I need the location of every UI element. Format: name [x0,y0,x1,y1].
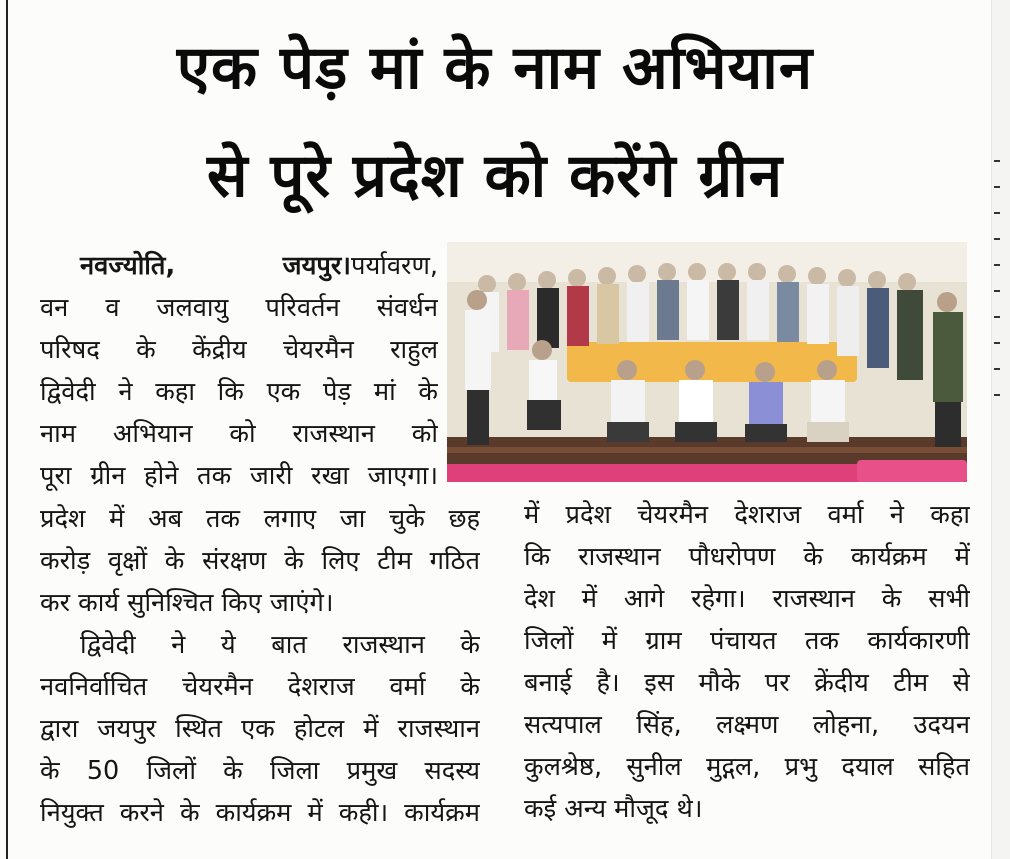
edge-mark [994,368,1000,370]
article-line: कई अन्य मौजूद थे। [524,794,703,824]
article-line: देश में आगे रहेगा। राजस्थान के सभी [524,584,970,614]
headline-line-2: से पूरे प्रदेश को करेंगे ग्रीन [206,141,784,211]
edge-mark [994,342,1000,344]
article-left-top [40,245,438,497]
edge-mark [994,186,1000,188]
group-photo-illustration [447,242,967,482]
article-line: कर कार्य सुनिश्चित किए जाएंगे। [40,588,334,618]
edge-mark [994,160,1000,162]
article-line: परिषद के केंद्रीय चेयरमैन राहुल [40,335,438,365]
edge-mark [994,290,1000,292]
article-line: बनाई है। इस मौके पर क्रेंदीय टीम से [524,668,970,698]
edge-mark [994,264,1000,266]
column-rule [6,0,8,859]
article-line: कुलश्रेष्ठ, सुनील मुद्गल, प्रभु दयाल सहित [524,752,970,782]
article-line: द्विवेदी ने ये बात राजस्थान के [80,630,480,660]
article-line: प्रदेश में अब तक लगाए जा चुके छह [40,504,480,534]
article-line: द्विवेदी ने कहा कि एक पेड़ मां के [40,377,438,407]
headline-line-1: एक पेड़ मां के नाम अभियान [176,33,814,103]
article-line: वन व जलवायु परिवर्तन संवर्धन [40,293,438,323]
article-right [524,494,970,830]
edge-mark [994,238,1000,240]
article-line [40,245,438,287]
page-edge [991,0,1010,859]
edge-mark [994,394,1000,396]
article-line: नाम अभियान को राजस्थान को [40,419,438,449]
edge-mark [994,212,1000,214]
article-line: के 50 जिलों के जिला प्रमुख सदस्य [40,756,480,786]
article-line: जिलों में ग्राम पंचायत तक कार्यकारणी [524,626,970,656]
article-line: सत्यपाल सिंह, लक्ष्मण लोहना, उदयन [524,710,970,740]
article-text: पर्यावरण, [350,251,438,281]
article-line: में प्रदेश चेयरमैन देशराज वर्मा ने कहा [524,500,970,530]
dateline: नवज्योति, जयपुर। [80,251,351,281]
article-line: नवनिर्वाचित चेयरमैन देशराज वर्मा के [40,672,480,702]
edge-mark [994,316,1000,318]
article-left-bottom [40,498,480,834]
article-line: पूरा ग्रीन होने तक जारी रखा जाएगा। [40,461,438,491]
article-line: नियुक्त करने के कार्यक्रम में कही। कार्यक्रम [40,798,480,828]
article-line: कि राजस्थान पौधरोपण के कार्यक्रम में [524,542,970,572]
article-line: करोड़ वृक्षों के संरक्षण के लिए टीम गठित [40,546,480,576]
group-photo [447,242,967,482]
article-line: द्वारा जयपुर स्थित एक होटल में राजस्थान [40,714,480,744]
